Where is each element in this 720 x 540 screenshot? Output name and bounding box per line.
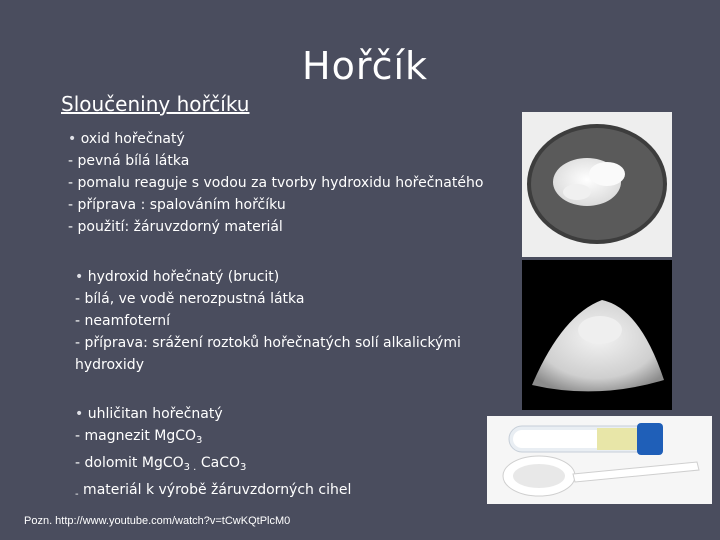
magnesium-oxide-photo [522,112,672,257]
section-heading [75,403,351,425]
list-item: - použití: žáruvzdorný materiál [68,219,283,235]
list-item: - pomalu reaguje s vodou za tvorby hydroxidu hořečnatého [68,175,484,191]
magnesium-hydroxide-image [522,260,672,410]
section-uhlicitan [75,403,351,506]
list-item-magnezit [75,425,351,452]
dolomit-co2: CO [219,455,240,471]
section-oxid [68,128,483,238]
heading-text: uhličitan hořečnatý [87,406,223,422]
magnesium-carbonate-image [487,416,712,504]
magnezit-prefix: - magnezit Mg [75,428,176,444]
last-dash: - [75,489,79,500]
list-item: - neamfoterní [75,313,171,329]
dolomit-sub2: 3 [239,462,247,473]
heading-text: oxid hořečnatý [80,131,185,147]
section-heading [75,266,495,288]
section-heading [68,128,483,150]
bullet: • [75,269,84,285]
list-item-dolomit [75,452,351,479]
dolomit-prefix: - dolomit Mg [75,455,163,471]
list-item: - bílá, ve vodě nerozpustná látka [75,291,305,307]
magnezit-co: CO [175,428,197,444]
magnesium-carbonate-photo [487,416,712,504]
dolomit-co: CO [162,455,184,471]
list-item-material [75,479,351,506]
dolomit-sub: 3 . [183,462,197,473]
material-text: materiál k výrobě žáruvzdorných cihel [78,482,352,498]
footnote-link[interactable]: Pozn. http://www.youtube.com/watch?v=tCwKQtPlcM0 [24,515,291,527]
magnezit-sub: 3 [196,435,203,446]
list-item: - příprava: srážení roztoků hořečnatých solí alkalickými hydroxidy [75,335,461,373]
bullet: • [68,131,77,147]
slide-subtitle: Sloučeniny hořčíku [61,92,250,116]
magnesium-oxide-image [522,112,672,257]
heading-text: hydroxid hořečnatý (brucit) [87,269,280,285]
section-hydroxid [75,266,495,376]
bullet: • [75,406,84,422]
list-item: - příprava : spalováním hořčíku [68,197,286,213]
list-item: - pevná bílá látka [68,153,190,169]
dolomit-ca: Ca [196,455,220,471]
magnesium-hydroxide-photo [522,260,672,410]
slide-title: Hořčík [302,44,429,88]
